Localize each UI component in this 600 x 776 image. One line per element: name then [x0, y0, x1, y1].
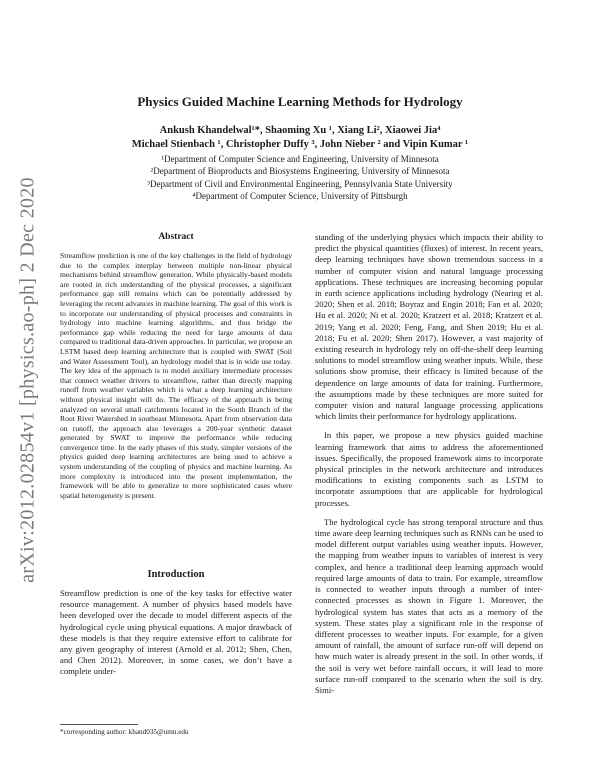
- affiliation-3: ³Department of Civil and Environmental Engineering, Pennsylvania State University: [147, 178, 453, 189]
- affiliation-4: ⁴Department of Computer Science, University of Pittsburgh: [192, 191, 408, 202]
- body-paragraph-2: In this paper, we propose a new physics guided machine learning framework that aims to address the aforementioned issues. Specifically, the proposed framework aims to incorporate physical principles in the network architecture and introduces modifications to existing components such as LSTM to incorporate assumptions that are applicable for hydrological processes.: [315, 430, 543, 508]
- arxiv-identifier-stamp: [16, 177, 39, 583]
- affiliations: [60, 153, 540, 203]
- paper-title: Physics Guided Machine Learning Methods for Hydrology: [137, 94, 463, 109]
- abstract-text: Streamflow prediction is one of the key challenges in the field of hydrology due to the complex interplay between multiple non-linear physical mechanisms behind streamflow generation. While physically-based models are rooted in rich understanding of the physical processes, a significant performance gap still remains which can be potentially addressed by leveraging the recent advances in machine learning. The goal of this work is to incorporate our understanding of physical processes and constraints in hydrology into machine learning algorithms, and thus bridge the performance gap while reducing the need for large amounts of data compared to traditional data-driven approaches. In particular, we propose an LSTM based deep learning architecture that is coupled with SWAT (Soil and Water Assessment Tool), an hydrology model that is in wide use today. The key idea of the approach is to model auxiliary intermediate processes that connect weather drivers to streamflow, rather than directly mapping runoff from weather variables which is what a deep learning architecture without physical insight will do. The efficacy of the approach is being analyzed on several small catchments located in the South Branch of the Root River Watershed in southeast Minnesota. Apart from observation data on runoff, the approach also leverages a 200-year synthetic dataset generated by SWAT to improve the performance while reducing convergence time. In the early phases of this study, simpler versions of the physics guided deep learning architectures are being used to achieve a system understanding of the coupling of physics and machine learning. As more complexity is introduced into the present implementation, the framework will be able to generalize to more sophisticated cases where spatial heterogeneity is present.: [60, 251, 292, 500]
- footnote-rule: [60, 724, 138, 725]
- footnote-corresponding-author: *corresponding author: khand035@umn.edu: [60, 728, 189, 736]
- arxiv-identifier-text: arXiv:2012.02854v1 [physics.ao-ph] 2 Dec 2020: [16, 177, 39, 583]
- affiliation-1: ¹Department of Computer Science and Engineering, University of Minnesota: [161, 154, 439, 164]
- introduction-heading: Introduction: [147, 569, 205, 580]
- body-paragraph-1: standing of the underlying physics which impacts their ability to predict the physical quantities (fluxes) of interest. In recent years, deep learning techniques have shown tremendous success in a number of computer vision and natural language processing applications. These techniques are increasing becoming popular in earth science applications including hydrology (Nearing et al. 2020; Shen et al. 2018; Boyraz and Engin 2018; Fan et al. 2020; Hu et al. 2020; Ni et al. 2020; Kratzert et al. 2018; Kratzert et al. 2019; Yang et al. 2020; Feng, Fang, and Shen 2019; Hu et al. 2018; Fu et al. 2020; Shen 2017). However, a vast majority of existing research in hydrology rely on off-the-shelf deep learning solutions to model streamflow using weather inputs. While, these solutions show promise, their efficacy is limited because of the dependence on large amounts of data for training. Furthermore, the assumptions made by these techniques are more suited for computer vision and natural language processing applications which limits their performance for hydrology applications.: [315, 232, 543, 422]
- author-line-1: Ankush Khandelwal¹*, Shaoming Xu ¹, Xiang Li², Xiaowei Jia⁴: [159, 125, 441, 136]
- abstract-heading: Abstract: [158, 232, 194, 242]
- author-line-2: Michael Stienbach ¹, Christopher Duffy ³, John Nieber ² and Vipin Kumar ¹: [131, 139, 469, 150]
- author-list: [60, 124, 540, 152]
- body-paragraph-3: The hydrological cycle has strong temporal structure and thus time aware deep learning techniques such as RNNs can be used to model different output variables using weather inputs. However, the mapping from weather inputs to variables of interest is very complex, and hence a traditional deep learning approach would required large amounts of data to train. For example, streamflow is connected to weather inputs through a number of inter-connected processes as shown in Figure 1. Moreover, the hydrological system has states that acts as a memory of the system. These states play a significant role in the response of different processes to weather inputs. For example, for a given amount of rainfall, the amount of surface run-off will depend on how much water is already present in the soil. In other words, if the soil is very wet before rainfall occurs, it will lead to more surface run-off compared to the scenario when the soil is dry. Simi-: [315, 516, 543, 695]
- right-column-body: [315, 232, 543, 696]
- introduction-text: Streamflow prediction is one of the key tasks for effective water resource management. A number of physics based models have been developed over the decade to model different aspects of the hydrological cycle using physical equations. A major drawback of these models is that they require extensive effort to calibrate for any given geography of interest (Arnold et al. 2012; Shen, Chen, and Chen 2012). Moreover, in some cases, we don’t have a complete under-: [60, 588, 292, 677]
- affiliation-2: ²Department of Bioproducts and Biosystems Engineering, University of Minnesota: [150, 166, 450, 177]
